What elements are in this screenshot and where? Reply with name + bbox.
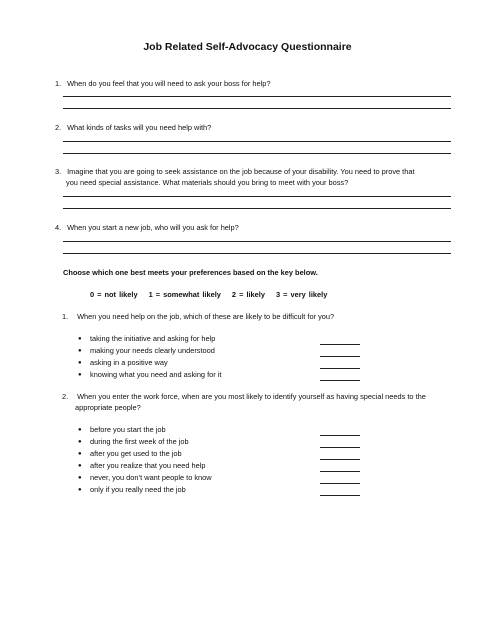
rating-question-2 <box>62 391 426 402</box>
key-item: 2 = likely <box>231 290 265 299</box>
page-title: Job Related Self-Advocacy Questionnaire <box>143 41 352 53</box>
rating-blank[interactable] <box>320 471 360 472</box>
question-text: When you start a new job, who will you ask for help? <box>67 223 239 232</box>
list-item <box>78 437 189 447</box>
list-item <box>78 485 186 495</box>
question-number: 2. <box>62 392 69 401</box>
bullet-icon: ● <box>78 451 82 458</box>
question-text: What kinds of tasks will you need help with? <box>67 123 212 132</box>
bullet-icon: ● <box>78 372 82 379</box>
rating-blank[interactable] <box>320 368 360 369</box>
rating-question-2-continued: appropriate people? <box>75 403 141 412</box>
item-text: after you get used to the job <box>90 449 182 458</box>
item-text: knowing what you need and asking for it <box>90 370 222 379</box>
bullet-icon: ● <box>78 475 82 482</box>
item-text: during the first week of the job <box>90 437 189 446</box>
item-text: never, you don’t want people to know <box>90 473 212 482</box>
list-item <box>78 449 182 459</box>
bullet-icon: ● <box>78 487 82 494</box>
rating-blank[interactable] <box>320 459 360 460</box>
bullet-icon: ● <box>78 348 82 355</box>
answer-line[interactable] <box>63 208 451 209</box>
bullet-icon: ● <box>78 427 82 434</box>
item-text: only if you really need the job <box>90 485 186 494</box>
rating-key <box>90 290 335 299</box>
item-text: taking the initiative and asking for help <box>90 334 216 343</box>
rating-instruction: Choose which one best meets your preferences based on the key below. <box>63 268 318 277</box>
question-3-continued: you need special assistance. What materials should you bring to meet with your boss? <box>66 178 349 187</box>
rating-blank[interactable] <box>320 435 360 436</box>
rating-question-1 <box>62 311 334 322</box>
question-1 <box>55 78 270 89</box>
item-text: asking in a positive way <box>90 358 168 367</box>
list-item <box>78 461 205 471</box>
answer-line[interactable] <box>63 108 451 109</box>
question-text: Imagine that you are going to seek assistance on the job because of your disability. You need to prove that <box>67 167 415 176</box>
list-item <box>78 425 166 435</box>
bullet-icon: ● <box>78 439 82 446</box>
question-text: When you enter the work force, when are you most likely to identify yourself as having special needs to the <box>77 392 426 401</box>
answer-line[interactable] <box>63 141 451 142</box>
rating-blank[interactable] <box>320 483 360 484</box>
question-number: 4. <box>55 223 62 232</box>
answer-line[interactable] <box>63 153 451 154</box>
bullet-icon: ● <box>78 336 82 343</box>
bullet-icon: ● <box>78 360 82 367</box>
answer-line[interactable] <box>63 96 451 97</box>
key-item: 1 = somewhat likely <box>148 290 221 299</box>
rating-blank[interactable] <box>320 495 360 496</box>
list-item <box>78 346 215 356</box>
item-text: after you realize that you need help <box>90 461 206 470</box>
question-number: 2. <box>55 123 62 132</box>
question-number: 3. <box>55 167 62 176</box>
answer-line[interactable] <box>63 253 451 254</box>
question-2 <box>55 122 211 133</box>
key-item: 0 = not likely <box>90 290 138 299</box>
item-text: before you start the job <box>90 425 166 434</box>
list-item <box>78 370 221 380</box>
question-number: 1. <box>62 312 69 321</box>
rating-blank[interactable] <box>320 380 360 381</box>
question-text: When do you feel that you will need to ask your boss for help? <box>67 79 271 88</box>
question-3 <box>55 166 415 177</box>
list-item <box>78 473 212 483</box>
list-item <box>78 334 215 344</box>
list-item <box>78 358 168 368</box>
answer-line[interactable] <box>63 196 451 197</box>
answer-line[interactable] <box>63 241 451 242</box>
question-text: When you need help on the job, which of these are likely to be difficult for you? <box>77 312 335 321</box>
item-text: making your needs clearly understood <box>90 346 215 355</box>
rating-blank[interactable] <box>320 344 360 345</box>
question-number: 1. <box>55 79 62 88</box>
rating-blank[interactable] <box>320 447 360 448</box>
key-item: 3 = very likely <box>276 290 328 299</box>
bullet-icon: ● <box>78 463 82 470</box>
rating-blank[interactable] <box>320 356 360 357</box>
question-4 <box>55 222 239 233</box>
